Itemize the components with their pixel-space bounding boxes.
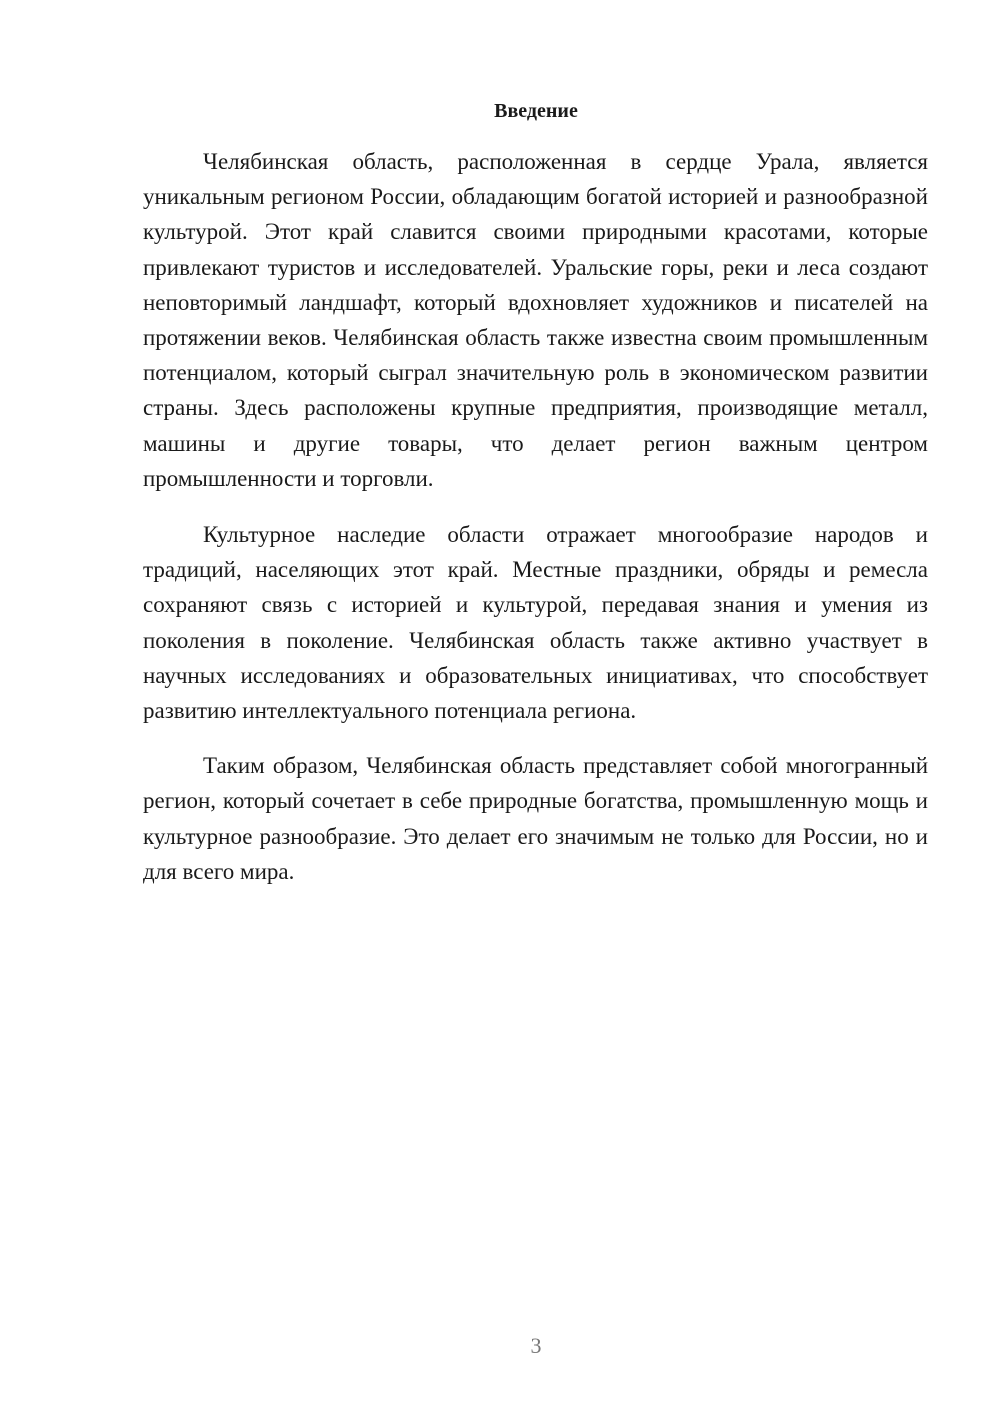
paragraph-3: Таким образом, Челябинская область представляет собой многогранный регион, который сочетает в себе природные богатства, промышленную мощь и культурное разнообразие. Это делает его значимым не только для России, но и для всего мира.: [143, 753, 928, 884]
page-title: Введение: [494, 100, 578, 122]
page-content: [143, 92, 928, 889]
page-number: 3: [530, 1333, 542, 1358]
paragraph-1: Челябинская область, расположенная в сердце Урала, является уникальным регионом России, обладающим богатой историей и разнообразной культурой. Этот край славится своими природными красотами, которые привлекают туристов и исследователей. Уральские горы, реки и леса создают неповторимый ландшафт, который вдохновляет художников и писателей на протяжении веков. Челябинская область также известна своим промышленным потенциалом, который сыграл значительную роль в экономическом развитии страны. Здесь расположены крупные предприятия, производящие металл, машины и другие товары, что делает регион важным центром промышленности и торговли.: [143, 149, 928, 491]
paragraph-2: Культурное наследие области отражает многообразие народов и традиций, населяющих этот край. Местные праздники, обряды и ремесла сохраняют связь с историей и культурой, передавая знания и умения из поколения в поколение. Челябинская область также активно участвует в научных исследованиях и образовательных инициативах, что способствует развитию интеллектуального потенциала региона.: [143, 522, 928, 724]
